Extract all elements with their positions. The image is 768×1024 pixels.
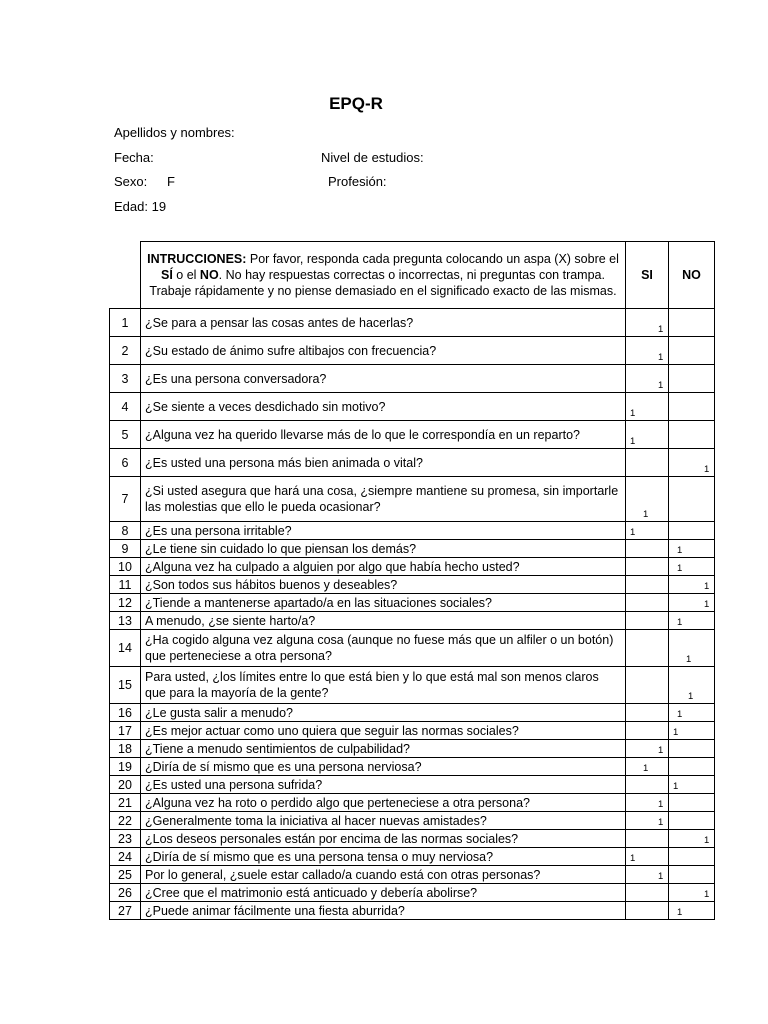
answer-si-cell[interactable] — [626, 848, 669, 866]
question-text: ¿Su estado de ánimo sufre altibajos con frecuencia? — [141, 337, 626, 365]
nivel-estudios-label: Nivel de estudios: — [321, 150, 424, 165]
answer-no-cell[interactable] — [669, 740, 715, 758]
answer-si-mark: 1 — [630, 408, 636, 419]
answer-si-cell[interactable] — [626, 830, 669, 848]
answer-no-cell[interactable] — [669, 884, 715, 902]
answer-si-mark: 1 — [658, 352, 664, 363]
question-row — [110, 576, 715, 594]
question-text: ¿Es usted una persona sufrida? — [141, 776, 626, 794]
question-number: 1 — [110, 309, 141, 337]
question-number: 9 — [110, 540, 141, 558]
question-row — [110, 848, 715, 866]
apellidos-label: Apellidos y nombres: — [114, 125, 235, 140]
answer-si-cell[interactable] — [626, 558, 669, 576]
instructions-si-bold: SÍ — [161, 268, 173, 282]
answer-si-cell[interactable] — [626, 594, 669, 612]
answer-no-cell[interactable] — [669, 309, 715, 337]
question-row — [110, 522, 715, 540]
answer-no-cell[interactable] — [669, 776, 715, 794]
question-text: ¿Diría de sí mismo que es una persona tensa o muy nerviosa? — [141, 848, 626, 866]
answer-no-cell[interactable] — [669, 866, 715, 884]
answer-no-cell[interactable] — [669, 449, 715, 477]
question-number: 7 — [110, 477, 141, 522]
question-number: 6 — [110, 449, 141, 477]
answer-no-mark: 1 — [704, 835, 710, 846]
answer-no-mark: 1 — [677, 709, 683, 720]
answer-si-mark: 1 — [658, 871, 664, 882]
answer-si-mark: 1 — [658, 380, 664, 391]
answer-no-cell[interactable] — [669, 576, 715, 594]
answer-si-cell[interactable] — [626, 337, 669, 365]
answer-si-mark: 1 — [658, 817, 664, 828]
question-text: ¿Es una persona conversadora? — [141, 365, 626, 393]
answer-no-mark: 1 — [704, 464, 710, 475]
answer-no-mark: 1 — [688, 691, 694, 702]
question-text: ¿Le tiene sin cuidado lo que piensan los demás? — [141, 540, 626, 558]
question-text: ¿Generalmente toma la iniciativa al hacer nuevas amistades? — [141, 812, 626, 830]
question-number: 25 — [110, 866, 141, 884]
question-row — [110, 558, 715, 576]
question-row — [110, 337, 715, 365]
answer-no-mark: 1 — [704, 581, 710, 592]
instructions-text-1: Por favor, responda cada pregunta colocando un aspa (X) sobre el — [246, 252, 619, 266]
answer-si-cell[interactable] — [626, 540, 669, 558]
question-number: 3 — [110, 365, 141, 393]
question-text: ¿Tiene a menudo sentimientos de culpabilidad? — [141, 740, 626, 758]
question-number: 23 — [110, 830, 141, 848]
answer-si-cell[interactable] — [626, 776, 669, 794]
answer-no-cell[interactable] — [669, 848, 715, 866]
question-row — [110, 393, 715, 421]
question-row — [110, 884, 715, 902]
question-row — [110, 365, 715, 393]
question-number: 24 — [110, 848, 141, 866]
question-number: 20 — [110, 776, 141, 794]
profesion-label: Profesión: — [328, 174, 387, 189]
answer-no-mark: 1 — [673, 781, 679, 792]
answer-no-cell[interactable] — [669, 477, 715, 522]
question-row — [110, 722, 715, 740]
edad-label: Edad: 19 — [114, 199, 167, 214]
answer-no-cell[interactable] — [669, 722, 715, 740]
question-number: 16 — [110, 704, 141, 722]
answer-si-mark: 1 — [630, 436, 636, 447]
answer-no-cell[interactable] — [669, 704, 715, 722]
sexo-label: Sexo: — [114, 174, 148, 189]
question-row — [110, 540, 715, 558]
sexo-value: F — [167, 174, 175, 189]
answer-no-cell[interactable] — [669, 667, 715, 704]
answer-no-mark: 1 — [677, 545, 683, 556]
answer-no-cell[interactable] — [669, 594, 715, 612]
question-number: 11 — [110, 576, 141, 594]
answer-no-mark: 1 — [704, 889, 710, 900]
fecha-label: Fecha: — [114, 150, 154, 165]
answer-si-cell[interactable] — [626, 740, 669, 758]
answer-si-cell[interactable] — [626, 522, 669, 540]
question-row — [110, 667, 715, 704]
question-row — [110, 477, 715, 522]
answer-no-cell[interactable] — [669, 558, 715, 576]
question-text: ¿Es usted una persona más bien animada o vital? — [141, 449, 626, 477]
answer-no-mark: 1 — [686, 654, 692, 665]
answer-no-cell[interactable] — [669, 902, 715, 920]
question-text: ¿Es una persona irritable? — [141, 522, 626, 540]
answer-si-cell[interactable] — [626, 722, 669, 740]
instructions-text-2: o el — [172, 268, 200, 282]
question-row — [110, 776, 715, 794]
question-text: Para usted, ¿los límites entre lo que está bien y lo que está mal son menos claros que para la mayoría de la gente? — [141, 667, 626, 704]
question-number: 10 — [110, 558, 141, 576]
question-text: Por lo general, ¿suele estar callado/a cuando está con otras personas? — [141, 866, 626, 884]
instructions-text-3: . No hay respuestas correctas o incorrectas, ni preguntas con trampa. Trabaje rápidamente y no piense demasiado en el significado exacto de las mismas. — [149, 268, 617, 298]
question-row — [110, 740, 715, 758]
question-text: ¿Tiende a mantenerse apartado/a en las situaciones sociales? — [141, 594, 626, 612]
question-text: ¿Alguna vez ha querido llevarse más de lo que le correspondía en un reparto? — [141, 421, 626, 449]
answer-no-cell[interactable] — [669, 365, 715, 393]
answer-no-cell[interactable] — [669, 830, 715, 848]
answer-no-mark: 1 — [677, 907, 683, 918]
instructions-no-bold: NO — [199, 268, 219, 282]
question-number: 22 — [110, 812, 141, 830]
question-text: A menudo, ¿se siente harto/a? — [141, 612, 626, 630]
answer-no-cell[interactable] — [669, 540, 715, 558]
answer-no-cell[interactable] — [669, 758, 715, 776]
question-number: 2 — [110, 337, 141, 365]
table-header-row — [110, 242, 715, 309]
question-number: 4 — [110, 393, 141, 421]
answer-no-cell[interactable] — [669, 812, 715, 830]
question-text: ¿Alguna vez ha roto o perdido algo que perteneciese a otra persona? — [141, 794, 626, 812]
answer-si-cell[interactable] — [626, 393, 669, 421]
answer-no-cell[interactable] — [669, 612, 715, 630]
instructions-bold-label: INTRUCCIONES: — [147, 252, 247, 266]
answer-no-cell[interactable] — [669, 337, 715, 365]
column-header-si: SI — [626, 242, 669, 309]
question-number: 19 — [110, 758, 141, 776]
question-row — [110, 830, 715, 848]
question-text: ¿Se siente a veces desdichado sin motivo? — [141, 393, 626, 421]
page-title: EPQ-R — [329, 94, 383, 113]
answer-si-cell[interactable] — [626, 812, 669, 830]
question-row — [110, 902, 715, 920]
question-number: 18 — [110, 740, 141, 758]
question-number: 5 — [110, 421, 141, 449]
answer-si-cell[interactable] — [626, 365, 669, 393]
answer-si-mark: 1 — [658, 745, 664, 756]
answer-si-mark: 1 — [643, 509, 649, 520]
answer-si-cell[interactable] — [626, 704, 669, 722]
question-text: ¿Son todos sus hábitos buenos y deseables? — [141, 576, 626, 594]
answer-no-mark: 1 — [677, 617, 683, 628]
question-row — [110, 630, 715, 667]
question-number: 21 — [110, 794, 141, 812]
question-number: 12 — [110, 594, 141, 612]
answer-si-cell[interactable] — [626, 794, 669, 812]
question-row — [110, 421, 715, 449]
question-number: 27 — [110, 902, 141, 920]
answer-si-cell[interactable] — [626, 477, 669, 522]
questions-table — [109, 241, 715, 920]
question-text: ¿Cree que el matrimonio está anticuado y debería abolirse? — [141, 884, 626, 902]
answer-si-mark: 1 — [630, 853, 636, 864]
question-text: ¿Los deseos personales están por encima de las normas sociales? — [141, 830, 626, 848]
answer-si-cell[interactable] — [626, 667, 669, 704]
question-number: 15 — [110, 667, 141, 704]
instructions-cell — [141, 242, 626, 309]
answer-si-cell[interactable] — [626, 576, 669, 594]
question-text: ¿Si usted asegura que hará una cosa, ¿siempre mantiene su promesa, sin importarle las molestias que ello le pueda ocasionar? — [141, 477, 626, 522]
question-text: ¿Es mejor actuar como uno quiera que seguir las normas sociales? — [141, 722, 626, 740]
question-row — [110, 704, 715, 722]
question-row — [110, 612, 715, 630]
question-row — [110, 812, 715, 830]
answer-no-cell[interactable] — [669, 794, 715, 812]
answer-si-cell[interactable] — [626, 309, 669, 337]
answer-no-cell[interactable] — [669, 393, 715, 421]
question-row — [110, 309, 715, 337]
question-text: ¿Diría de sí mismo que es una persona nerviosa? — [141, 758, 626, 776]
answer-si-mark: 1 — [658, 799, 664, 810]
answer-si-mark: 1 — [643, 763, 649, 774]
answer-si-cell[interactable] — [626, 758, 669, 776]
column-header-no: NO — [669, 242, 715, 309]
question-row — [110, 449, 715, 477]
answer-no-mark: 1 — [704, 599, 710, 610]
answer-si-mark: 1 — [658, 324, 664, 335]
answer-si-cell[interactable] — [626, 902, 669, 920]
question-text: ¿Le gusta salir a menudo? — [141, 704, 626, 722]
question-number: 14 — [110, 630, 141, 667]
answer-no-mark: 1 — [677, 563, 683, 574]
answer-si-cell[interactable] — [626, 866, 669, 884]
answer-si-cell[interactable] — [626, 630, 669, 667]
answer-no-cell[interactable] — [669, 522, 715, 540]
question-row — [110, 794, 715, 812]
question-text: ¿Se para a pensar las cosas antes de hacerlas? — [141, 309, 626, 337]
question-text: ¿Alguna vez ha culpado a alguien por algo que había hecho usted? — [141, 558, 626, 576]
question-text: ¿Ha cogido alguna vez alguna cosa (aunque no fuese más que un alfiler o un botón) que perteneciese a otra persona? — [141, 630, 626, 667]
answer-si-cell[interactable] — [626, 421, 669, 449]
answer-no-mark: 1 — [673, 727, 679, 738]
answer-no-cell[interactable] — [669, 421, 715, 449]
answer-si-cell[interactable] — [626, 449, 669, 477]
header-empty-cell — [110, 242, 141, 309]
answer-no-cell[interactable] — [669, 630, 715, 667]
question-number: 17 — [110, 722, 141, 740]
question-row — [110, 866, 715, 884]
question-row — [110, 594, 715, 612]
question-number: 8 — [110, 522, 141, 540]
question-number: 26 — [110, 884, 141, 902]
question-text: ¿Puede animar fácilmente una fiesta aburrida? — [141, 902, 626, 920]
answer-si-mark: 1 — [630, 527, 636, 538]
question-number: 13 — [110, 612, 141, 630]
question-row — [110, 758, 715, 776]
answer-si-cell[interactable] — [626, 884, 669, 902]
answer-si-cell[interactable] — [626, 612, 669, 630]
